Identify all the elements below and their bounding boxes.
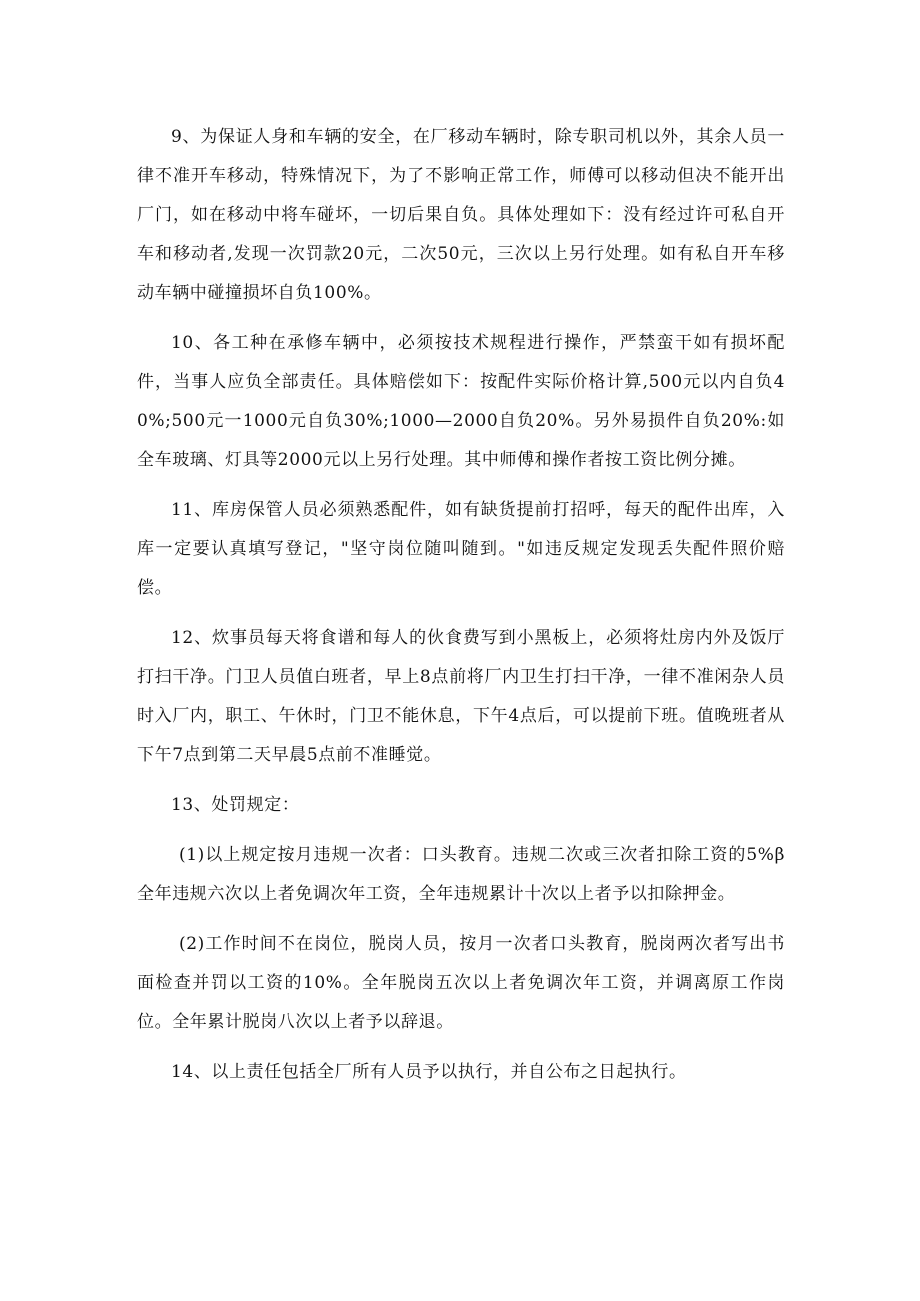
paragraph-item-13-2: (2)工作时间不在岗位，脱岗人员，按月一次者口头教育，脱岗两次者写出书面检查并罚以工资的10%。全年脱岗五次以上者免调次年工资，并调离原工作岗位。全年累计脱岗八次以上者予以辞退。 bbox=[137, 934, 785, 1032]
paragraph-item-14: 14、以上责任包括全厂所有人员予以执行，并自公布之日起执行。 bbox=[171, 1062, 687, 1082]
document-body bbox=[137, 118, 785, 1092]
paragraph-item-12: 12、炊事员每天将食谱和每人的伙食费写到小黑板上，必须将灶房内外及饭厅打扫干净。门卫人员值白班者，早上8点前将厂内卫生打扫干净，一律不准闲杂人员时入厂内，职工、午休时，门卫不能休息，下午4点后，可以提前下班。值晚班者从下午7点到第二天早晨5点前不准睡觉。 bbox=[137, 628, 785, 765]
paragraph-item-10: 10、各工种在承修车辆中，必须按技术规程进行操作，严禁蛮干如有损坏配件，当事人应负全部责任。具体赔偿如下：按配件实际价格计算,500元以内自负40%;500元一1000元自负30%;1000—2000自负20%。另外易损件自负20%:如全车玻璃、灯具等2000元以上另行处理。其中师傅和操作者按工资比例分摊。 bbox=[137, 333, 785, 470]
paragraph-item-13-1: (1)以上规定按月违规一次者：口头教育。违规二次或三次者扣除工资的5%β全年违规六次以上者免调次年工资，全年违规累计十次以上者予以扣除押金。 bbox=[137, 845, 785, 904]
paragraph-item-9: 9、为保证人身和车辆的安全，在厂移动车辆时，除专职司机以外，其余人员一律不准开车移动，特殊情况下，为了不影响正常工作，师傅可以移动但决不能开出厂门，如在移动中将车碰坏，一切后果自负。具体处理如下：没有经过许可私自开车和移动者,发现一次罚款20元，二次50元，三次以上另行处理。如有私自开车移动车辆中碰撞损坏自负100%。 bbox=[137, 127, 785, 303]
paragraph-item-13-heading: 13、处罚规定： bbox=[171, 795, 300, 815]
paragraph-item-11: 11、库房保管人员必须熟悉配件，如有缺货提前打招呼，每天的配件出库，入库一定要认真填写登记，"坚守岗位随叫随到。"如违反规定发现丢失配件照价赔偿。 bbox=[137, 500, 785, 598]
